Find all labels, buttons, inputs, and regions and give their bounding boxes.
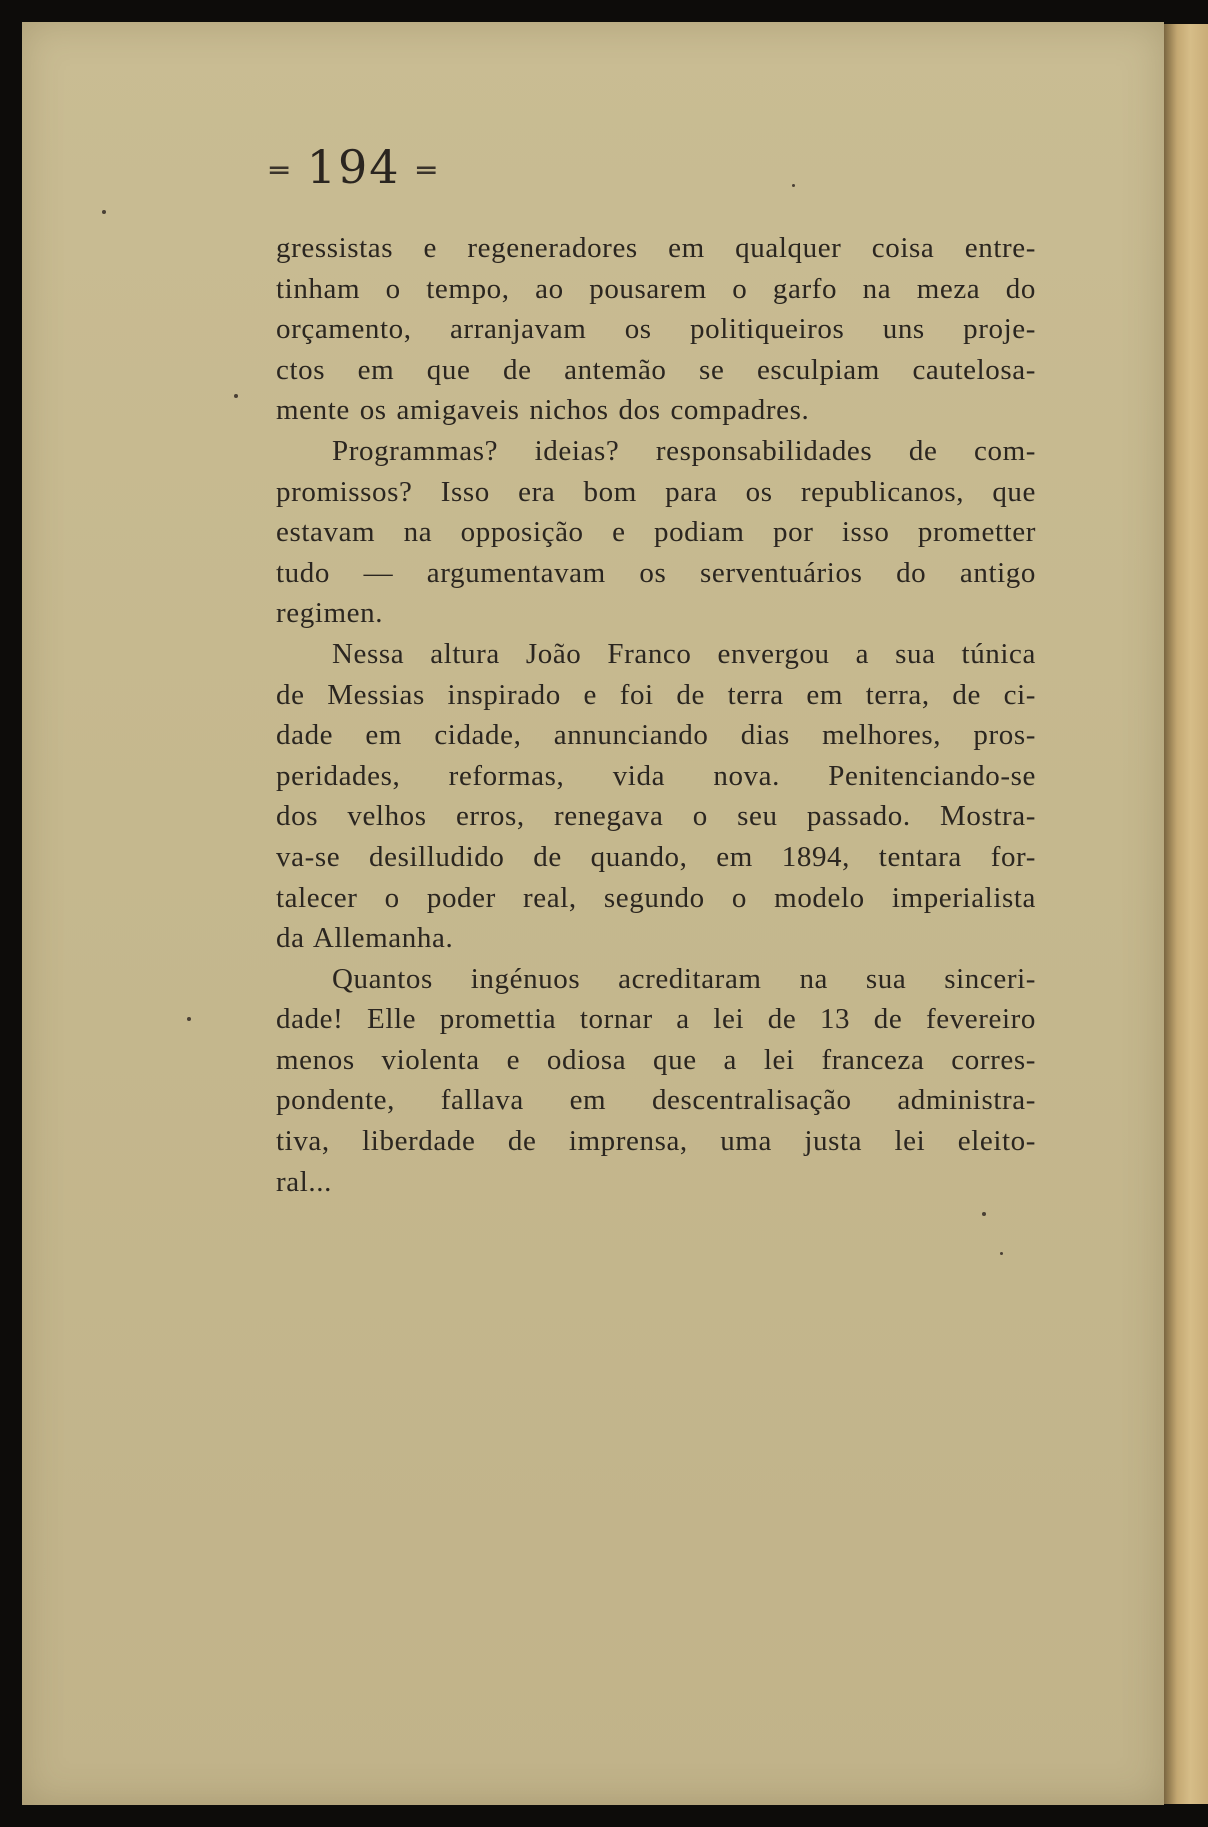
text-line: de Messias inspirado e foi de terra em terra, de ci- (276, 678, 1036, 711)
page-number-value: 194 (306, 140, 401, 194)
page-number-ornament-right: ═ (417, 153, 438, 189)
text-line: ctos em que de antemão se esculpiam cautelosa- (276, 353, 1036, 386)
adjacent-page-edge (1164, 24, 1208, 1804)
paragraph (276, 228, 1036, 431)
paragraph (276, 959, 1036, 1203)
text-line: mente os amigaveis nichos dos compadres. (276, 394, 810, 427)
text-line: promissos? Isso era bom para os republicanos, que (276, 475, 1036, 508)
text-line: tudo — argumentavam os serventuários do antigo (276, 556, 1036, 589)
text-line: Quantos ingénuos acreditaram na sua sinceri- (332, 962, 1036, 995)
text-line: pondente, fallava em descentralisação administra- (276, 1084, 1036, 1117)
text-line: estavam na opposição e podiam por isso prometter (276, 516, 1036, 549)
page-number-ornament-left: ═ (270, 153, 291, 189)
paper-speck (234, 394, 238, 398)
text-line: regimen. (276, 597, 384, 630)
paragraph (276, 634, 1036, 959)
text-line: Nessa altura João Franco envergou a sua túnica (332, 637, 1036, 670)
page-number (270, 140, 437, 194)
text-line: orçamento, arranjavam os politiqueiros uns proje- (276, 313, 1036, 346)
text-line: dos velhos erros, renegava o seu passado. Mostra- (276, 800, 1036, 833)
text-line: va-se desilludido de quando, em 1894, tentara for- (276, 840, 1036, 873)
text-line: tiva, liberdade de imprensa, uma justa lei eleito- (276, 1125, 1036, 1158)
text-line: menos violenta e odiosa que a lei franceza corres- (276, 1043, 1036, 1076)
text-line: talecer o poder real, segundo o modelo imperialista (276, 881, 1036, 914)
text-line: dade em cidade, annunciando dias melhores, pros- (276, 719, 1036, 752)
paper-speck (1000, 1252, 1003, 1255)
paper-speck (102, 210, 106, 214)
text-line: tinham o tempo, ao pousarem o garfo na meza do (276, 272, 1036, 305)
paper-speck (187, 1017, 191, 1021)
text-line: Programmas? ideias? responsabilidades de com- (332, 434, 1036, 467)
paper-speck (792, 184, 795, 187)
text-line: gressistas e regeneradores em qualquer coisa entre- (276, 232, 1036, 264)
text-line: dade! Elle promettia tornar a lei de 13 de fevereiro (276, 1003, 1036, 1036)
paper-speck (982, 1212, 986, 1216)
text-line: ral... (276, 1165, 332, 1198)
body-text (276, 228, 1036, 1202)
text-line: peridades, reformas, vida nova. Penitenciando-se (276, 759, 1036, 792)
paragraph (276, 431, 1036, 634)
text-line: da Allemanha. (276, 922, 454, 955)
